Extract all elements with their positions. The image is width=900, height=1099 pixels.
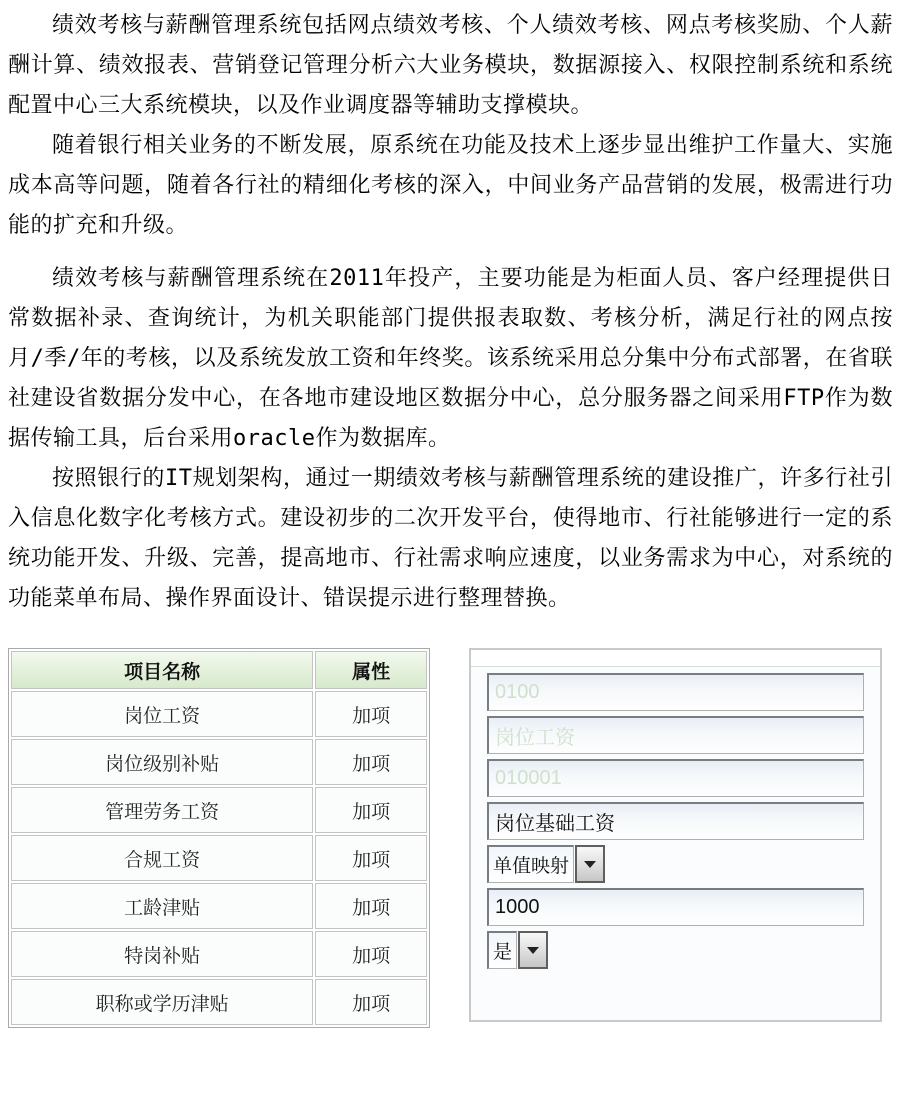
attribute-cell: 加项 — [315, 931, 427, 977]
paragraph-system-history: 绩效考核与薪酬管理系统在2011年投产，主要功能是为柜面人员、客户经理提供日常数据补录、查询统计，为机关职能部门提供报表取数、考核分析，满足行社的网点按月/季/年的考核，以及系统发放工资和年终奖。该系统采用总分集中分布式部署，在省联社建设省数据分发中心，在各地市建设地区数据分中心，总分服务器之间采用FTP作为数据传输工具，后台采用oracle作为数据库。 — [8, 266, 893, 451]
table-row — [11, 787, 427, 833]
table-row — [11, 739, 427, 785]
table-row — [11, 835, 427, 881]
paragraph-system-modules: 绩效考核与薪酬管理系统包括网点绩效考核、个人绩效考核、网点考核奖励、个人薪酬计算、绩效报表、营销登记管理分析六大业务模块，数据源接入、权限控制系统和系统配置中心三大系统模块，以及作业调度器等辅助支撑模块。 — [8, 13, 893, 118]
item-name-cell: 工龄津贴 — [11, 883, 313, 929]
paragraph-upgrade-need: 随着银行相关业务的不断发展，原系统在功能及技术上逐步显出维护工作量大、实施成本高等问题，随着各行社的精细化考核的深入，中间业务产品营销的发展，极需进行功能的扩充和升级。 — [8, 133, 893, 238]
document-text — [8, 6, 893, 619]
enabled-flag-dropdown-button[interactable] — [518, 931, 548, 969]
item-name-cell: 岗位工资 — [11, 691, 313, 737]
item-name-cell: 管理劳务工资 — [11, 787, 313, 833]
panel-top-strip — [471, 650, 880, 666]
attribute-cell: 加项 — [315, 979, 427, 1025]
mapping-type-dropdown[interactable] — [487, 845, 605, 883]
attribute-cell: 加项 — [315, 691, 427, 737]
paragraph-it-plan: 按照银行的IT规划架构，通过一期绩效考核与薪酬管理系统的建设推广，许多行社引入信息化数字化考核方式。建设初步的二次开发平台，使得地市、行社能够进行一定的系统功能开发、升级、完善，提高地市、行社需求响应速度，以业务需求为中心，对系统的功能菜单布局、操作界面设计、错误提示进行整理替换。 — [8, 466, 893, 611]
category-code-field[interactable] — [487, 673, 864, 711]
table-row — [11, 691, 427, 737]
attribute-cell: 加项 — [315, 835, 427, 881]
table-row — [11, 931, 427, 977]
item-name-cell: 职称或学历津贴 — [11, 979, 313, 1025]
mapping-type-value: 单值映射 — [487, 845, 574, 883]
item-code-field[interactable] — [487, 759, 864, 797]
category-name-field[interactable] — [487, 716, 864, 754]
mapping-type-dropdown-button[interactable] — [575, 845, 605, 883]
enabled-flag-dropdown[interactable] — [487, 931, 548, 969]
column-header-item-name: 项目名称 — [11, 651, 313, 689]
attribute-cell: 加项 — [315, 787, 427, 833]
table-row — [11, 883, 427, 929]
dropdown-arrow-icon — [527, 947, 539, 954]
panel-body — [471, 667, 880, 974]
item-name-cell: 合规工资 — [11, 835, 313, 881]
item-name-cell: 特岗补贴 — [11, 931, 313, 977]
item-name-cell: 岗位级别补贴 — [11, 739, 313, 785]
salary-item-form-panel — [469, 648, 882, 1022]
column-header-attribute: 属性 — [315, 651, 427, 689]
salary-items-table — [8, 648, 430, 1028]
attribute-cell: 加项 — [315, 883, 427, 929]
dropdown-arrow-icon — [584, 861, 596, 868]
figures-row — [8, 648, 893, 1028]
table-row — [11, 979, 427, 1025]
table-header-row — [11, 651, 427, 689]
attribute-cell: 加项 — [315, 739, 427, 785]
item-name-field[interactable] — [487, 802, 864, 840]
enabled-flag-value: 是 — [487, 931, 517, 969]
amount-field[interactable] — [487, 888, 864, 926]
